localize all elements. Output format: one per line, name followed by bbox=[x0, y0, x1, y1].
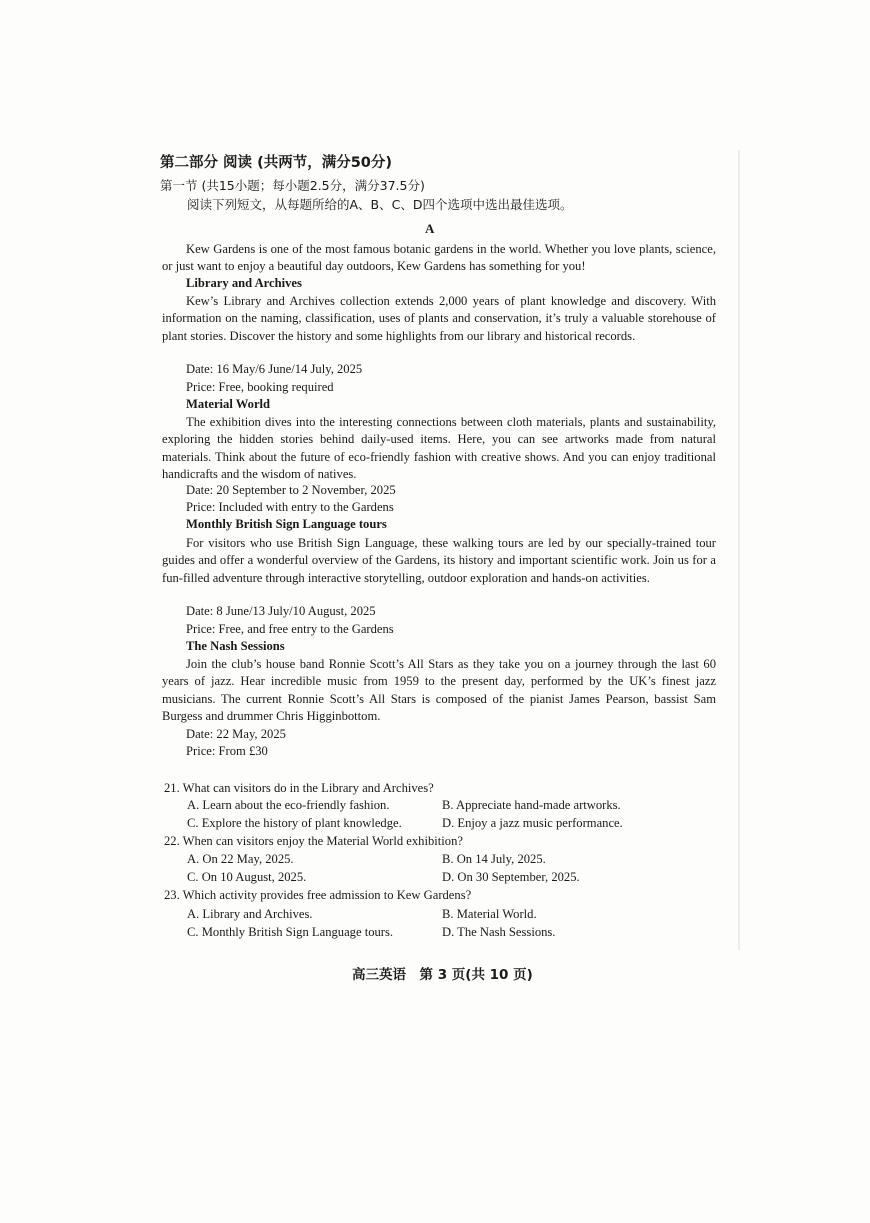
question-21-stem: 21. What can visitors do in the Library and Archives? bbox=[164, 781, 434, 795]
event-date-material-world: Date: 20 September to 2 November, 2025 bbox=[186, 483, 396, 497]
event-price-sign-language: Price: Free, and free entry to the Gardens bbox=[186, 622, 394, 636]
question-22-option-d: D. On 30 September, 2025. bbox=[442, 870, 580, 884]
question-21-option-c: C. Explore the history of plant knowledge. bbox=[187, 816, 402, 830]
question-21-option-b: B. Appreciate hand-made artworks. bbox=[442, 798, 621, 812]
event-body-sign-language: For visitors who use British Sign Language, these walking tours are led by our specially-trained tour guides and offer a wonderful overview of the Gardens, its history and important scientific work. Join us for a fun-filled adventure through interactive storytelling, outdoor exploration and hands-on activities. bbox=[162, 536, 716, 585]
event-price-nash-sessions: Price: From £30 bbox=[186, 744, 268, 758]
page-footer: 高三英语 第 3 页(共 10 页) bbox=[352, 967, 533, 983]
part-title: 第二部分 阅读 (共两节，满分50分) bbox=[160, 155, 393, 171]
question-23-option-d: D. The Nash Sessions. bbox=[442, 925, 556, 939]
event-price-material-world: Price: Included with entry to the Gardens bbox=[186, 500, 394, 514]
event-title-library: Library and Archives bbox=[186, 276, 302, 290]
question-22-option-b: B. On 14 July, 2025. bbox=[442, 852, 546, 866]
question-23-option-b: B. Material World. bbox=[442, 907, 537, 921]
instruction-text: 阅读下列短文，从每题所给的A、B、C、D四个选项中选出最佳选项。 bbox=[187, 197, 573, 212]
question-23-option-c: C. Monthly British Sign Language tours. bbox=[187, 925, 394, 939]
question-22-option-c: C. On 10 August, 2025. bbox=[187, 870, 307, 884]
question-23-stem: 23. Which activity provides free admission to Kew Gardens? bbox=[164, 888, 472, 902]
event-title-sign-language: Monthly British Sign Language tours bbox=[186, 517, 387, 531]
passage-intro: Kew Gardens is one of the most famous botanic gardens in the world. Whether you love plants, science, or just want to enjoy a beautiful day outdoors, Kew Gardens has something for you! bbox=[162, 242, 716, 274]
question-23-option-a: A. Library and Archives. bbox=[187, 907, 313, 921]
event-body-library: Kew’s Library and Archives collection extends 2,000 years of plant knowledge and discovery. With information on the naming, classification, uses of plants and conservation, it’s truly a valuable storehouse of plant stories. Discover the history and some highlights from our library and historical records. bbox=[162, 294, 716, 343]
event-date-nash-sessions: Date: 22 May, 2025 bbox=[186, 727, 286, 741]
event-title-material-world: Material World bbox=[186, 397, 271, 411]
question-21-option-d: D. Enjoy a jazz music performance. bbox=[442, 816, 623, 830]
section-title: 第一节 (共15小题；每小题2.5分，满分37.5分) bbox=[160, 178, 425, 193]
event-body-material-world: The exhibition dives into the interesting connections between cloth materials, plants and sustainability, exploring the hidden stories behind daily-used items. Here, you can see artworks made from natural materials. Think about the future of eco-friendly fashion with creative shows. And you can enjoy traditional handicrafts and the wisdom of natives. bbox=[162, 415, 716, 481]
event-body-nash-sessions: Join the club’s house band Ronnie Scott’s All Stars as they take you on a journey through the last 60 years of jazz. Hear incredible music from 1959 to the present day, performed by the UK’s finest jazz musicians. The current Ronnie Scott’s All Stars is composed of the pianist James Pearson, bassist Sam Burgess and drummer Chris Higginbottom. bbox=[162, 657, 716, 723]
bleed-through-mark bbox=[738, 150, 740, 950]
passage-letter: A bbox=[425, 221, 435, 236]
event-date-sign-language: Date: 8 June/13 July/10 August, 2025 bbox=[186, 604, 376, 618]
question-22-stem: 22. When can visitors enjoy the Material World exhibition? bbox=[164, 834, 463, 848]
event-price-library: Price: Free, booking required bbox=[186, 380, 334, 394]
question-21-option-a: A. Learn about the eco-friendly fashion. bbox=[187, 798, 390, 812]
event-date-library: Date: 16 May/6 June/14 July, 2025 bbox=[186, 362, 363, 376]
event-title-nash-sessions: The Nash Sessions bbox=[186, 639, 285, 653]
question-22-option-a: A. On 22 May, 2025. bbox=[187, 852, 294, 866]
